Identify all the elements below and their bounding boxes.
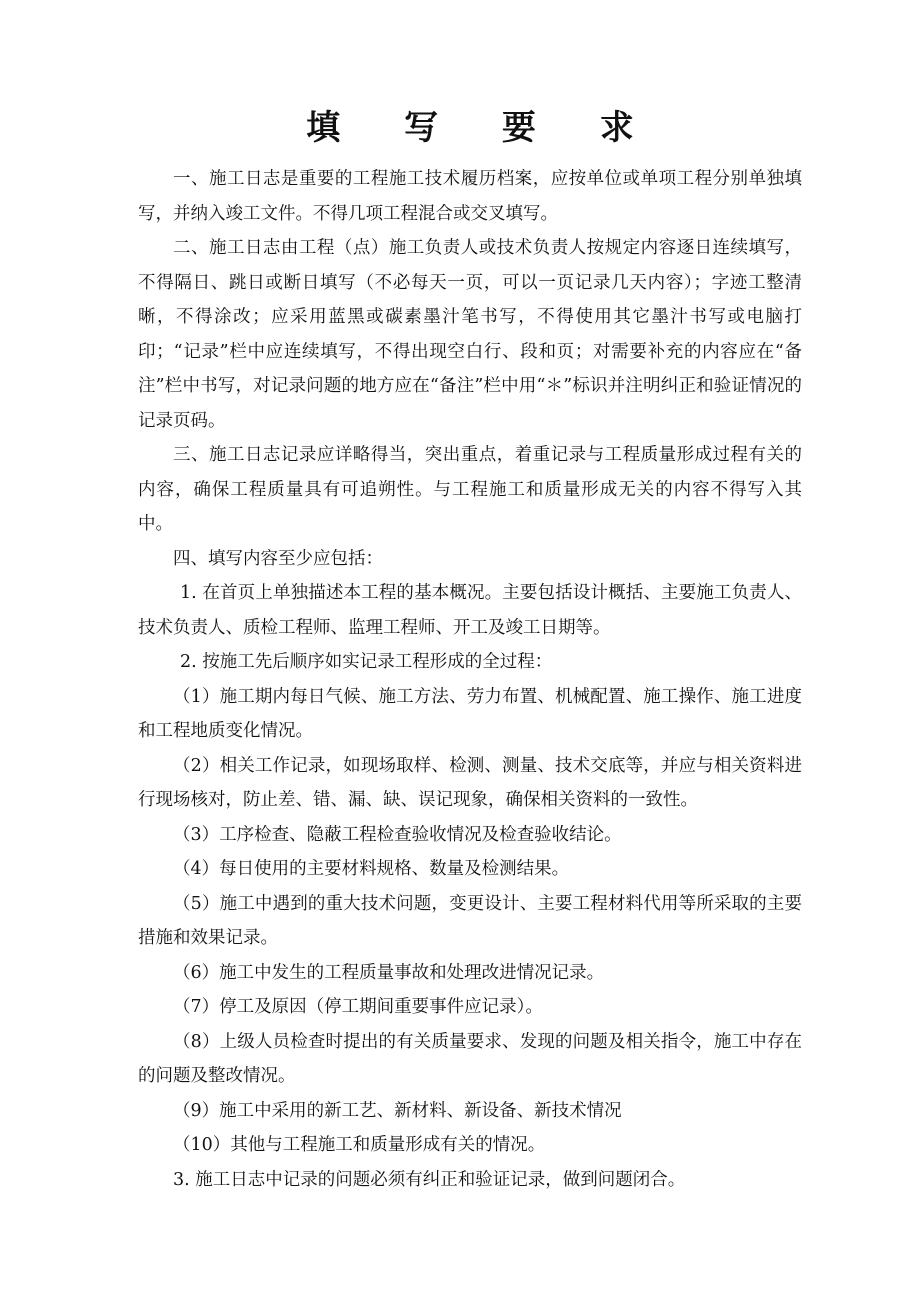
subitem-1: （1）施工期内每日气候、施工方法、劳力布置、机械配置、施工操作、施工进度和工程地质变化情况。: [138, 686, 802, 741]
subitem-2: （2）相关工作记录，如现场取样、检测、测量、技术交底等，并应与相关资料进行现场核对，防止差、错、漏、缺、误记现象，确保相关资料的一致性。: [138, 755, 802, 810]
item-2: 2. 按施工先后顺序如实记录工程形成的全过程：: [180, 652, 553, 672]
subitem-6: （6）施工中发生的工程质量事故和处理改进情况记录。: [173, 962, 605, 983]
subitem-3: （3）工序检查、隐蔽工程检查验收情况及检查验收结论。: [173, 824, 622, 845]
subitem-8: （8）上级人员检查时提出的有关质量要求、发现的问题及相关指令，施工中存在的问题及整改情况。: [138, 1031, 802, 1086]
subitem-4: （4）每日使用的主要材料规格、数量及检测结果。: [173, 859, 570, 879]
subitem-9: （9）施工中采用的新工艺、新材料、新设备、新技术情况: [173, 1100, 622, 1121]
subitem-5: （5）施工中遇到的重大技术问题，变更设计、主要工程材料代用等所采取的主要措施和效果记录。: [138, 893, 802, 948]
paragraph-1: 一、施工日志是重要的工程施工技术履历档案，应按单位或单项工程分别单独填写，并纳入竣工文件。不得几项工程混合或交叉填写。: [138, 169, 802, 224]
subitem-10: （10）其他与工程施工和质量形成有关的情况。: [173, 1135, 546, 1155]
item-3: 3. 施工日志中记录的问题必须有纠正和验证记录，做到问题闭合。: [173, 1169, 686, 1190]
page-title: 填 写 要 求: [306, 108, 660, 148]
paragraph-3: 三、施工日志记录应详略得当，突出重点，着重记录与工程质量形成过程有关的内容，确保工程质量具有可追朔性。与工程施工和质量形成无关的内容不得写入其中。: [138, 445, 802, 534]
item-1: 1. 在首页上单独描述本工程的基本概况。主要包括设计概括、主要施工负责人、技术负责人、质检工程师、监理工程师、开工及竣工日期等。: [138, 583, 802, 638]
paragraph-4: 四、填写内容至少应包括：: [173, 548, 383, 569]
paragraph-2: 二、施工日志由工程（点）施工负责人或技术负责人按规定内容逐日连续填写，不得隔日、跳日或断日填写（不必每天一页，可以一页记录几天内容）；字迹工整清晰，不得涂改；应采用蓝黑或碳素墨汁笔书写，不得使用其它墨汁书写或电脑打印；“记录”栏中应连续填写，不得出现空白行、段和页；对需要补充的内容应在“备注”栏中书写，对记录问题的地方应在“备注”栏中用“＊”标识并注明纠正和验证情况的记录页码。: [138, 238, 802, 431]
subitem-7: （7）停工及原因（停工期间重要事件应记录）。: [173, 997, 543, 1017]
